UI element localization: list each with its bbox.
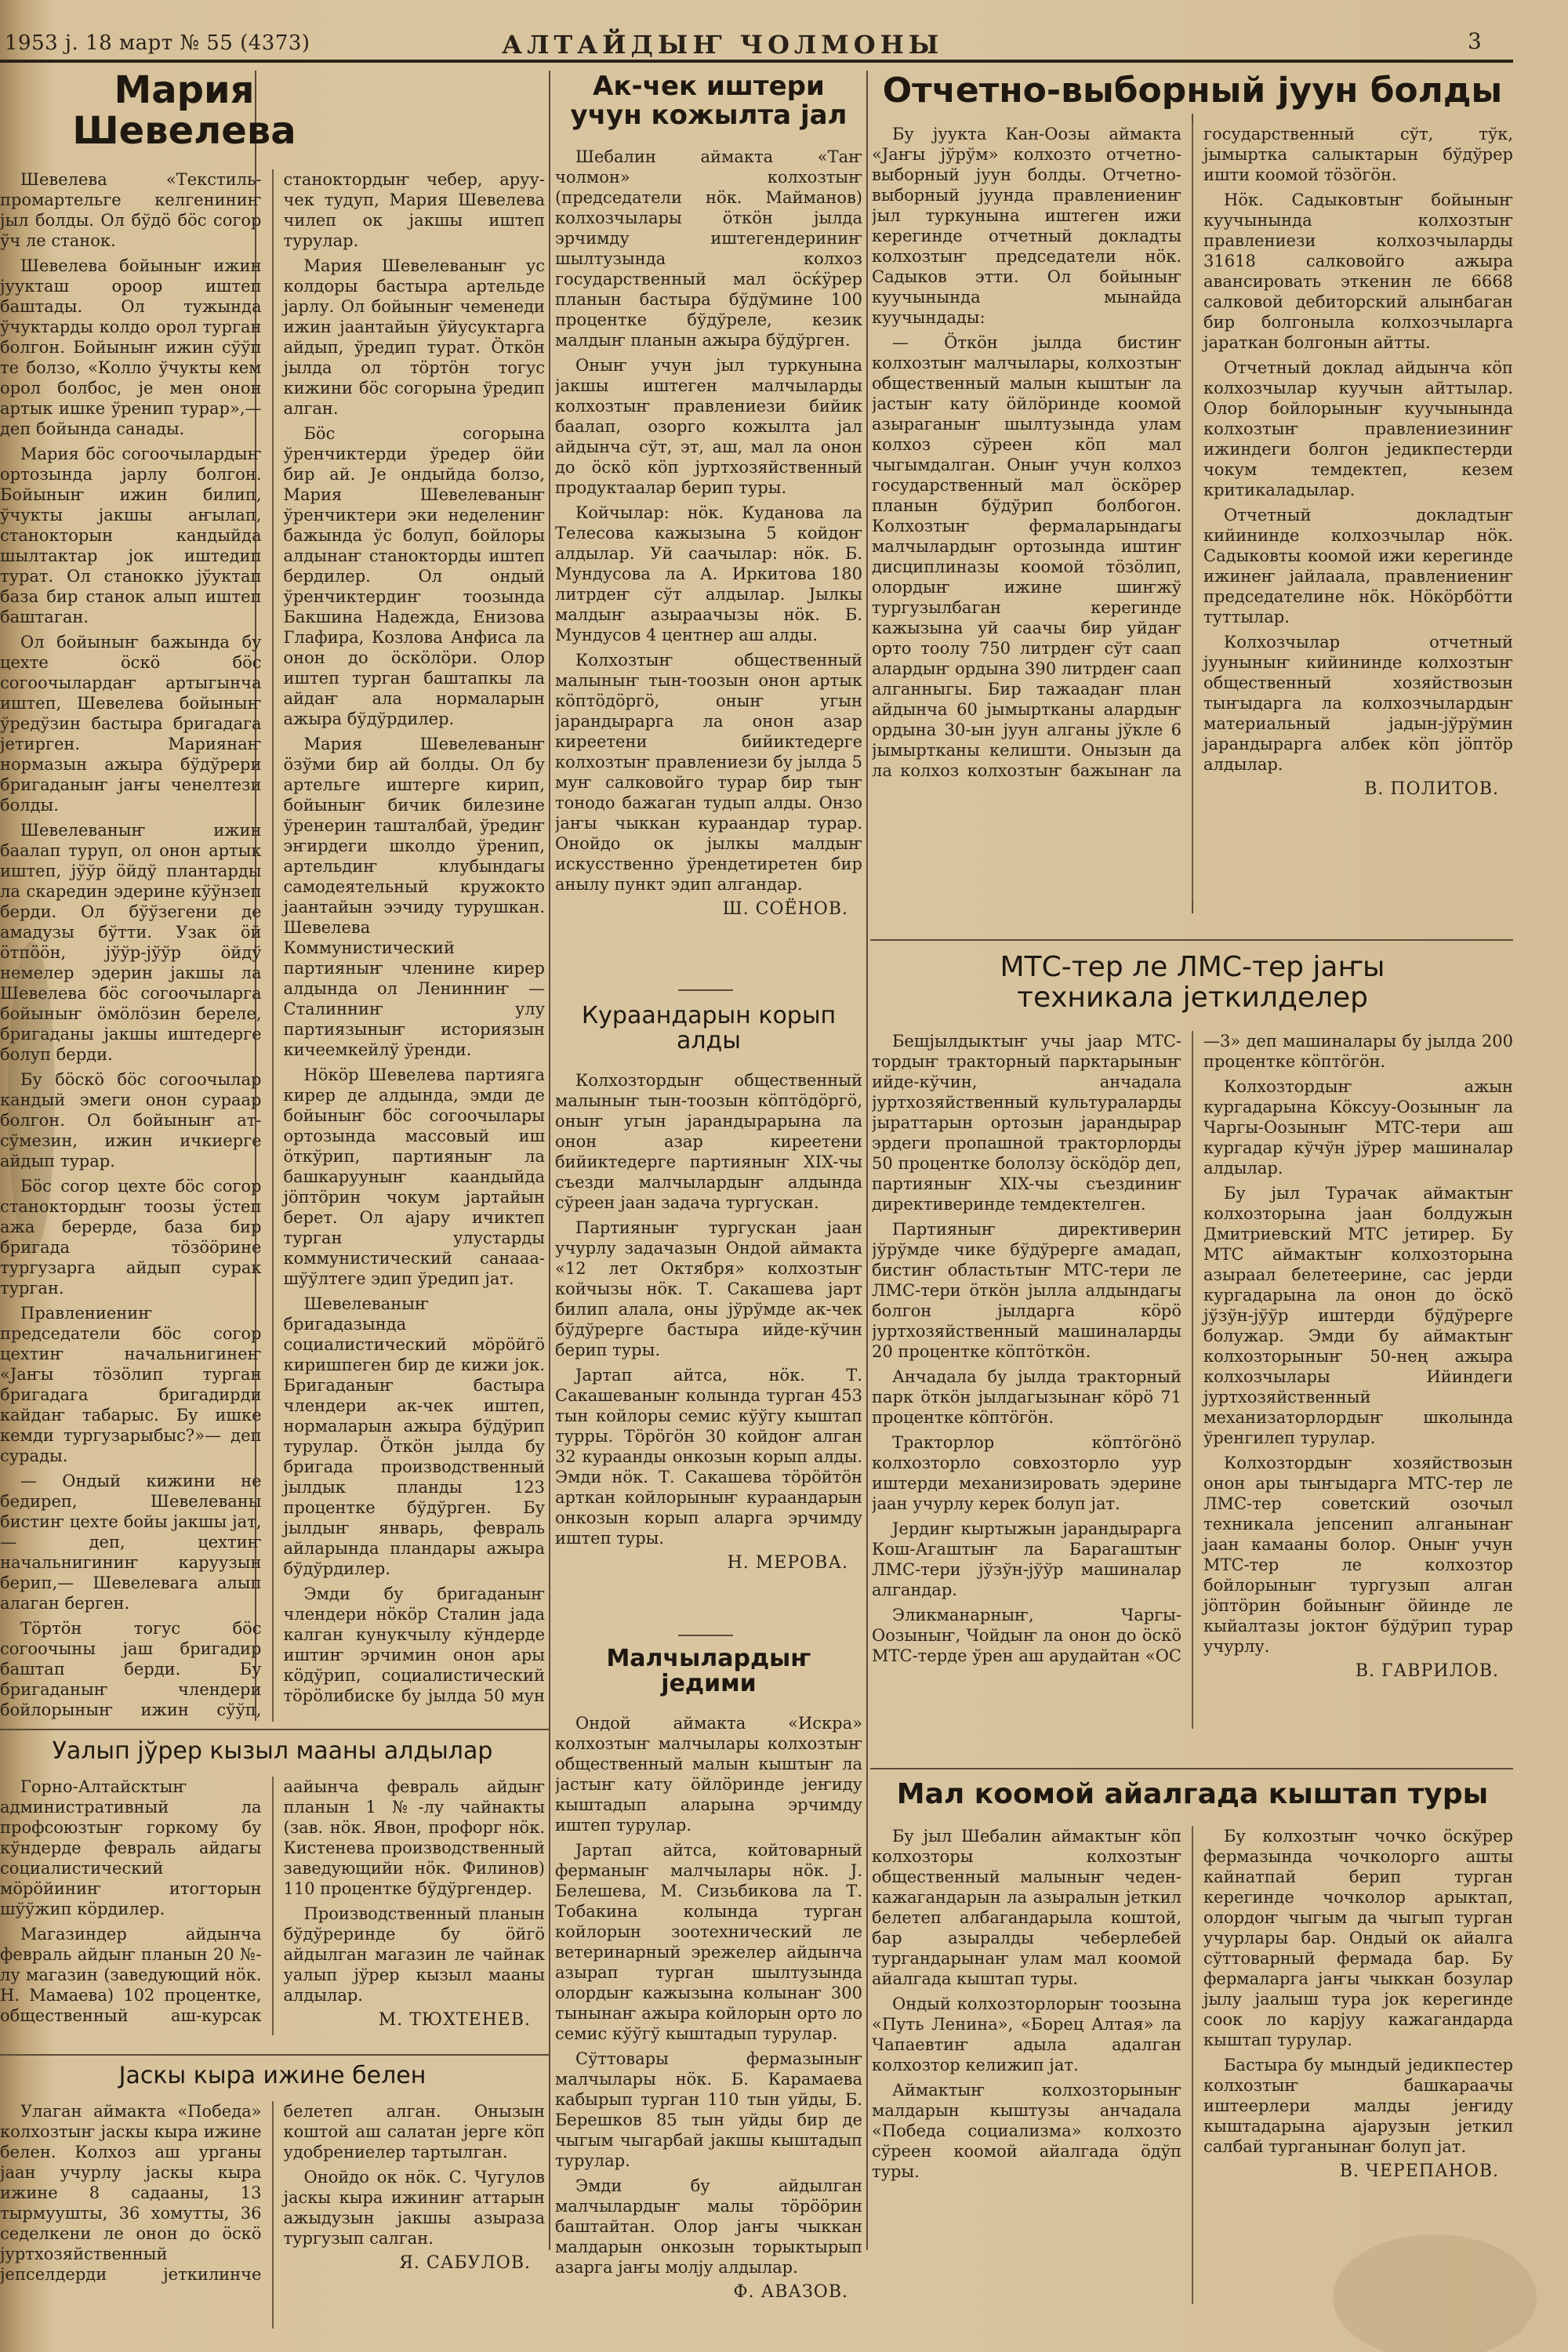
author-signature: Ф. АВАЗОВ. <box>733 2281 848 2302</box>
masthead <box>0 0 1568 63</box>
separator <box>678 1635 733 1636</box>
paragraph: Койчылар: нӧк. Куданова ла Телесова кажызына 5 койдоҥ алдылар. Уй саачылар: нӧк. Б. Мундусова ла А. Иркитова 180 литрдеҥ сўт алдылар. Јылкы малдыҥ азыраачызы нӧк. Б. Мундусов 4 центнер аш алды. <box>555 503 862 645</box>
article-body <box>872 124 1513 900</box>
paragraph: Јердиҥ кыртыжын јарандырарга Кош-Агаштыҥ ла Барагаштыҥ ЛМС-тери јўзўн-јўўр машиналар алгандар. <box>872 1519 1181 1599</box>
article-title: МТС-тер ле ЛМС-тер јаҥы техникала јеткилделер <box>1000 953 1385 1014</box>
separator <box>678 989 733 991</box>
paragraph: Оныҥ учун јыл туркунына јакшы иштеген малчыларды колхозтыҥ правлениези бийик баалап, озорго кожылта јал айдынча сўт, эт, аш, мал ла онон до ӧскӧ кӧп јуртхозяйственный продуктаалар берип туры. <box>555 356 862 498</box>
paragraph: Шебалин аймакта «Таҥ чолмон» колхозтыҥ (председатели нӧк. Майманов) колхозчылары ӧткӧн јылда эрчимду иштегендериниҥ шылтузында колхоз государственный мал ӧсќӱрер планын бастыра бўдўмине 100 процентке бўдўреле, кезик малдыҥ планын ажыра бўдўрген. <box>555 147 862 350</box>
author-signature: В. ПОЛИТОВ. <box>1364 779 1499 799</box>
paragraph: Эмди бу бригаданыҥ члендери нӧкӧр Сталин јада калган кунукчылу кўндерде иштиҥ эрчимин онон ары кӧдўрип, социалистический тӧрӧлибиске бу јылда 50 мун <box>283 1584 545 1705</box>
paragraph: Колхозтыҥ общественный малыныҥ тын-тоозын онон артык кӧптӧдӧргӧ, оныҥ угын јарандырарга ла онон азар киреетени бийиктедерге колхозтыҥ правлениези бу јылда 5 муҥ салковойго турар бир тыҥ тонодо бажаган тудып алды. Онзо јаҥы чыккан кураандар турар. Онойдо ок јылкы малдыҥ искусственно ўрендетиретен бир анылу пункт эдип алгандар. <box>555 651 862 895</box>
paragraph: Нӧк. Садыковтыҥ бойыныҥ куучынында колхозтыҥ правлениези колхозчыларды 31618 салковойго ажыра авансировать эткенин ле 6668 салковой дебиторский алынбаган бир болгоныла колхозчыларга јараткан болгонын айтты. <box>1203 190 1513 352</box>
author-signature: В. ГАВРИЛОВ. <box>1355 1661 1499 1681</box>
page-number: 3 <box>1468 28 1482 54</box>
article-malchylar <box>555 1646 862 2336</box>
paragraph: Ондой аймакта «Искра» колхозтыҥ малчылары колхозтыҥ общественный малын кыштыҥ ла јастыҥ кату ӧйлӧринде јеҥиду кыштадып аларына эрчимду иштеп турулар. <box>555 1713 862 1835</box>
paragraph: Колхозтордыҥ ажын кургадарына Кӧксуу-Оозыныҥ ла Чаргы-Оозыныҥ МТС-тери аш кургадар кўчўн јўрер машиналар алдылар. <box>1203 1076 1513 1178</box>
article-body <box>0 2101 545 2328</box>
paragraph: Шевелева «Текстиль-промартельге келгениниҥ јыл болды. Ол бўдӧ бӧс согор ўч ле станок. <box>0 169 262 250</box>
article-title: Мал коомой айалгада кыштап туры <box>896 1780 1489 1810</box>
article-otchetno <box>872 72 1513 935</box>
article-akchek <box>555 72 862 982</box>
paragraph: Аймактыҥ колхозторыныҥ малдарын кыштузы анчадала «Победа социализма» колхозто сўреен коомой айалгада ӧдўп туры. <box>872 2080 1181 2181</box>
paragraph: Тракторлор кӧптӧгӧнӧ колхозторло совхозторло уур иштерди механизировать эдерине јаан учурлу керек болуп јат. <box>872 1432 1181 1513</box>
author-signature: Ш. СОЁНОВ. <box>722 899 848 920</box>
newspaper-title: АЛТАЙДЫҤ ЧОЛМОНЫ <box>502 30 944 60</box>
author-signature: В. ЧЕРЕПАНОВ. <box>1339 2161 1499 2181</box>
paragraph: Шевелеваныҥ бригадазында социалистический мӧрӧйгӧ киришпеген бир де кижи јок. Бригаданыҥ бастыра члендери ак-чек иштеп, нормаларын ажыра бўдўрип турулар. Ӧткӧн јылда бу бригада производственный јылдык планды 123 процентке бўдўрген. Бу јылдыҥ январь, февраль айларында пландары ажыра бўдўрдилер. <box>283 1294 545 1578</box>
article-body <box>0 1777 545 2035</box>
paragraph: Јартап айтса, нӧк. Т. Сакашеваныҥ колында турган 453 тын койлоры семис кўўгу кыштап турры. Тӧрӧгӧн 30 койдоҥ алган 32 кураанды онкозын корып алды. Эмди нӧк. Т. Сакашева тӧрӧйтӧн арткан койлорыныҥ кураандарын онкозын корып аларга эрчимду иштеп туры. <box>555 1365 862 1548</box>
paragraph: Ол бойыныҥ бажында бу цехте ӧскӧ бӧс согоочылардаҥ артыгынча иштеп, Шевелева бойыныҥ ўредўзин бастыра бригадага јетирген. Мариянаҥ нормазын ажыра бўдўрери бригаданыҥ јаҥы ченелтези болды. <box>0 632 262 815</box>
article-ualyp <box>0 1739 545 2049</box>
paragraph: Отчетный докладтыҥ кийининде колхозчылар нӧк. Садыковты коомой ижи керегинде ижинеҥ јайлаала, правлениениҥ председателине нӧк. Нӧкӧрбӧтти туттылар. <box>1203 505 1513 626</box>
paragraph: — Ондый кижини не бедиреп, Шевелеваны бистиҥ цехте бойы јакшы јат,— деп, цехтиҥ начальнигиниҥ каруузын берип,— Шевелевага алып алаган берген. <box>0 1471 262 1613</box>
article-title: Мария Шевелева <box>72 71 296 153</box>
paragraph: Ондый колхозторлорыҥ тоозына «Путь Ленина», «Борец Алтая» ла Чапаевтиҥ адыла адалган колхозтор келижип јат. <box>872 1994 1181 2074</box>
paragraph: Мария бӧс согоочылардыҥ ортозында јарлу болгон. Бойыныҥ ижин билип, ўчукты јакшы аҥылап, станокторын кандыйда шылтактар јок иштедип турат. Ол станокко јўуктап база бир станок алып иштеп баштаган. <box>0 444 262 626</box>
author-signature: М. ТЮХТЕНЕВ. <box>378 2010 531 2031</box>
article-title: Отчетно-выборный јуун болды <box>882 72 1503 111</box>
masthead-rule <box>0 60 1513 63</box>
paragraph: Анчадала бу јылда тракторный парк ӧткӧн јылдагызынаҥ кӧрӧ 71 процентке кӧптӧгӧн. <box>872 1367 1181 1427</box>
paragraph: Тӧртӧн тогус бӧс согоочыны јаш бригадир баштап берди. Бу бригаданыҥ члендери бойлорыныҥ ижин сўўп, станоктордыҥ чебер, аруу-чек тудуп, Мария Шевелева чилеп ок јакшы иштеп турулар. <box>0 169 545 1719</box>
paragraph: Бу колхозтыҥ чочко ӧскўрер фермазында чочколорго ашты кайнатпай берип турган керегинде чочколор арыктап, олордоҥ чыгым да чыгып турган учурлары бар. Ондый ок айалга сўттоварный фермада бар. Бу фермаларга јаҥы чыккан бозулар јылу јаалыш тура јок керегинде соок ло карјуу кажагандарда кыштап турулар. <box>1203 1826 1513 2049</box>
paragraph: Эликманарныҥ, Чаргы-Оозыныҥ, Чойдыҥ ла онон до ӧскӧ МТС-терде ўрен аш арудайтан «ОС—3» деп машиналары бу јылда 200 процентке кӧптӧгӧн. <box>872 1031 1513 1665</box>
paragraph: Бу јыл Турачак аймактыҥ колхозторына јаан болдужын Дмитриевский МТС јетирер. Бу МТС аймактыҥ колхозторына азыраал белетеерине, сас јерди кургадарына ла онон до ӧскӧ јўзўн-јўўр иштерди бўдўрерге болужар. Эмди бу аймактыҥ колхозторыныҥ 50-нең ажыра колхозчылары Ийиндеги јуртхозяйственный механизаторлордыҥ школында ўренгилеп турулар. <box>1203 1183 1513 1447</box>
article-koomoy <box>872 1780 1513 2336</box>
paragraph: Бӧс согорына ўренчиктерди ўредер ӧйи бир ай. Је ондыйда болзо, Мария Шевелеваныҥ ўренчиктери эки неделениҥ бажында ўс болуп, бойлоры алдынаҥ станокторды иштеп бердилер. Ол ондый ўренчиктердиҥ тоозында Бакшина Надежда, Енизова Глафира, Козлова Анфиса ла онон до ӧскӧлӧри. Олор иштеп турган баштапкы ла айдаҥ ала нормаларын ажыра бўдўрдилер. <box>283 423 545 728</box>
paragraph: Шевелева бойыныҥ ижин јуукташ ороор иштеп баштады. Ол тужында ўчуктарды колдо орол турган болгон. Бойыныҥ ижин сўўп те болзо, «Колло ўчукты кем орол болбос, је мен онон артык ишке ўренип турар»,— деп бойында санады. <box>0 256 262 438</box>
article-jasky <box>0 2063 545 2342</box>
paragraph: Партияныҥ директиверин јўрўмде чике бўдўрерге амадап, бистиҥ областьтыҥ МТС-тери ле ЛМС-тери ӧткӧн јылла алдындагы болгон јылдарга кӧрӧ јуртхозяйственный машиналарды 20 процентке кӧптӧткӧн. <box>872 1219 1181 1361</box>
column-rule <box>866 71 868 2250</box>
section-rule <box>0 2054 549 2056</box>
paragraph: Нӧкӧр Шевелева партияга кирер де алдында, эмди де бойыныҥ бӧс согоочылары ортозында массовый иш ӧткўрип, партияныҥ ла башкарууныҥ каандыйда јӧптӧрин чокум јартайын берет. Ол ајару ичиктеп турган улустарды коммунистический санааа-шўўлтеге эдип ўредип јат. <box>283 1065 545 1288</box>
paragraph: Бу бӧскӧ бӧс согоочылар кандый эмеги онон сураар болгон. Ол бойыныҥ ат-сўмезин, ижин ичкиерге айдып турар. <box>0 1069 262 1171</box>
paragraph: Колхозчылар отчетный јууныныҥ кийининде колхозтыҥ общественный хозяйствозын тыҥыдарга ла колхозчылардыҥ материальный јадын-јўрўмин јарандырарга албек кӧп јӧптӧр алдылар. <box>1203 632 1513 774</box>
article-body <box>872 1031 1513 1729</box>
section-rule <box>870 939 1513 941</box>
paragraph: Бешјылдыктыҥ учы јаар МТС-тордыҥ тракторный парктарыныҥ ийде-кўчин, анчадала јуртхозяйственный культураларды јыраттарын ортозын јарандырар эрдеги пропашной тракторлорды 50 процентке бололзу ӧскӧдӧр деп, партияныҥ XIX-чы съездиниҥ директиверинде темдектелген. <box>872 1031 1181 1214</box>
paragraph: Горно-Алтайсктыҥ административный ла профсоюзтыҥ горкому бу кўндерде февраль айдагы социалистический мӧрӧйиниҥ итогторын шўўжип кӧрдилер. <box>0 1777 262 1919</box>
article-title: Уалып јўрер кызыл мааны алдылар <box>52 1739 493 1765</box>
article-kuraan <box>555 1004 862 1627</box>
paragraph: Бу јыл Шебалин аймактыҥ кӧп колхозторы колхозтыҥ общественный малыныҥ чеден-кажагандарын ла азыралын јеткил белетеп албагандарыла коштой, бар азыралды чеберлебей тургандарынаҥ улам мал коомой айалгада кыштап туры. <box>872 1826 1181 1988</box>
article-mts <box>872 953 1513 1764</box>
paragraph: Улаган аймакта «Победа» колхозтыҥ јаскы кыра ижине белен. Колхоз аш урганы јаан учурлу јаскы кыра ижине 8 садааны, 13 тырмуушты, 36 хомутты, 36 седелкени ле онон до ӧскӧ јуртхозяйственный јепселдерди јеткилинче белетеп алган. Онызын коштой аш салатан јерге кӧп удобрениелер тартылган. <box>0 2102 545 2285</box>
paragraph: Магазиндер айдынча февраль айдыҥ планын 20 №-лу магазин (заведующий нӧк. Н. Мамаева) 102 процентке, общественный аш-курсак аайынча февраль айдыҥ планын 1 №-лу чайнакты (зав. нӧк. Явон, профорг нӧк. Кистенева производственный заведующийи нӧк. Филинов) 110 процентке бўдўргендер. <box>0 1777 545 2026</box>
paragraph: Бастыра бу мындый једикпестер колхозтыҥ башкараачы иштеерлери малды јеҥиду кыштадарына ајарузын јеткил салбай турганынаҥ болуп јат. <box>1203 2055 1513 2156</box>
paragraph: Бу јуукта Кан-Оозы аймакта «Јаҥы јўрўм» колхозто отчетно-выборный јуун болды. Отчетно-выборный јуунда правлениениҥ јыл туркунына иштеген ижи керегинде отчетный докладты колхозтыҥ председатели нӧк. Садыков этти. Ол бойыныҥ куучынында мынайда куучындады: <box>872 124 1181 327</box>
paragraph: Правлениениҥ председатели бӧс согор цехтиҥ начальнигинеҥ «Јаҥы тӧзӧлип турган бригадага бригадирди кайдаҥ табарыс. Бу ишке кемди тургузарыбыс?»— деп сурады. <box>0 1303 262 1465</box>
paragraph: Онойдо ок нӧк. С. Чугулов јаскы кыра ижиниҥ аттарын ажыдузын јакшы азыраза тургузып салган. <box>283 2168 545 2249</box>
paragraph: Отчетный доклад айдынча кӧп колхозчылар куучын айттылар. Олор бойлорыныҥ куучынында колхозтыҥ правлениезиниҥ ижиндеги болгон једикпестерди чокум темдектеп, кезем критикаладылар. <box>1203 358 1513 499</box>
paragraph: Эмди бу айдылган малчылардыҥ малы тӧрӧӧрин баштайтан. Олор јаҥы чыккан малдарын онкозын торыктырып азарга јаҥы молју алдылар. <box>555 2176 862 2277</box>
author-signature: Я. САБУЛОВ. <box>399 2253 531 2274</box>
paragraph: Партияныҥ тургускан јаан учурлу задачазын Ондой аймакта «12 лет Октября» колхозтыҥ койчызы нӧк. Т. Сакашева јарт билип алала, оны јўрўмде ак-чек бўдўрерге бастыра ийде-кўчин берип туры. <box>555 1218 862 1359</box>
article-shevelyova <box>0 71 545 1725</box>
paragraph: Јартап айтса, койтоварный ферманыҥ малчылары нӧк. Ј. Белешева, М. Сизьбикова ла Т. Тобакина колында турган койлорын зоотехнический ле ветеринарный эрежелер айдынча азырап турган шылтузында олордыҥ кажызына колынаҥ 300 тынынаҥ ажыра койлорын орто ло семис кўўгў кыштадып турулар. <box>555 1840 862 2043</box>
article-title: Ак-чек иштери учун кожылта јал <box>570 72 848 131</box>
paragraph: Сўттовары фермазыныҥ малчылары нӧк. Б. Карамаева кабырып турган 110 тын уйды, Б. Берешков 85 тын уйды бир де чыгым чыгарбай јакшы кыштадып турулар. <box>555 2049 862 2170</box>
paragraph: Мария Шевелеваныҥ ӧзўми бир ай болды. Ол бу артельге иштерге кирип, бойыныҥ бичик билезине ўренерин ташталбай, ўредиҥ эҥирдеги школдо ўренип, артельдиҥ клубындагы самодеятельный кружокто јаантайын ээчиду турушкан. Шевелева Коммунистический партияныҥ членине кирер алдында ол Ленинниҥ — Сталинниҥ улу партиязыныҥ историязын кичеемкейлў ўренди. <box>283 734 545 1059</box>
paragraph: Бӧс согор цехте бӧс согор станоктордыҥ тоозы ӱстеп ажа берерде, база бир бригада тӧзӧӧрине тургузарга айдып сурак турган. <box>0 1176 262 1298</box>
paragraph: Колхозтордыҥ общественный малыныҥ тын-тоозын кӧптӧдӧргӧ, оныҥ угын јарандырарына ла онон азар киреетени бийиктедерге партияныҥ XIX-чы съезди малчылардыҥ алдында сўреен јаан задача тургускан. <box>555 1070 862 1212</box>
paragraph: — Ӧткӧн јылда бистиҥ колхозтыҥ малчылары, колхозтыҥ общественный малын кыштыҥ ла јастыҥ кату ӧйлӧринде коомой азыраганыҥ шылтузында улам колхоз сўреен кӧп мал чыгымдалган. Оныҥ учун колхоз государственный мал ӧскӧрер планын бўдўрип болбогон. Колхозтыҥ фермаларындагы малчылардыҥ ортозында иштиҥ дисциплиназы коомой тӧзӧлип, олордыҥ ижине шиҥжў тургузылбаган керегинде кажызына уй саачы бир уйдаҥ орто тоолу 750 литрдеҥ сўт саап алардыҥ ордына 390 литрдеҥ саап алганныгы. Бир тажаадаҥ план айдынча 60 јымыртканы алардыҥ ордына 30-ын јуун алганы јўкле 6 јымыртканы келишти. Онызын да ла колхоз колхозтыҥ бажынаҥ ла государственный сўт, тўк, јымыртка салыктарын бўдўрер ишти коомой тӧзӧгӧн. <box>872 124 1513 780</box>
section-rule <box>0 1729 549 1730</box>
article-title: Кураандарын корып алды <box>581 1004 837 1055</box>
issue-date: 1953 j. 18 март № 55 (4373) <box>5 31 310 55</box>
section-rule <box>870 1768 1513 1769</box>
article-body <box>0 169 545 1722</box>
paragraph: Шевелеваныҥ ижин баалап туруп, ол онон артык иштеп, јўўр ӧйдў плантарды ла скаредин эдерине кўўнзеп берди. Ол бўўзегени де амадузы бўтти. Узак ӧй ӧтпӧӧн, јўўр-јўўр ӧйдў немелер эдерин јакшы ла Шевелева бӧс согоочыларга бойыныҥ ӧмӧлӧзин береле, бригаданы јакшы иштедерге болуп берди. <box>0 820 262 1064</box>
paragraph: Мария Шевелеваныҥ ус колдоры бастыра артельде јарлу. Ол бойыныҥ чеменеди ижин јаантайын ўйусуктарга айдып, ўредип турат. Ӧткӧн јылда ол тӧртӧн тогус кижини бӧс согорына ўредип алган. <box>283 256 545 418</box>
paragraph: Производственный планын бўдўреринде бу ӧйгӧ айдылган магазин ле чайнак уалып јўрер кызыл мааны алдылар. <box>283 1904 545 2005</box>
article-body <box>872 1826 1513 2304</box>
column-rule <box>549 71 550 2250</box>
author-signature: Н. МЕРОВА. <box>727 1552 848 1573</box>
paragraph: Колхозтордыҥ хозяйствозын онон ары тыҥыдарга МТС-тер ле ЛМС-тер советский озочыл техникала јепсенип алганынаҥ јаан камааны болор. Оныҥ учун МТС-тер ле колхозтор бойлорыныҥ тургузып алган јӧптӧрин бойыныҥ ӧйинде ле кыйалтазы јоктоҥ бўдўрип турар учурлу. <box>1203 1453 1513 1656</box>
article-title: Малчылардыҥ једими <box>606 1646 811 1698</box>
article-title: Јаскы кыра ижине белен <box>118 2063 426 2089</box>
